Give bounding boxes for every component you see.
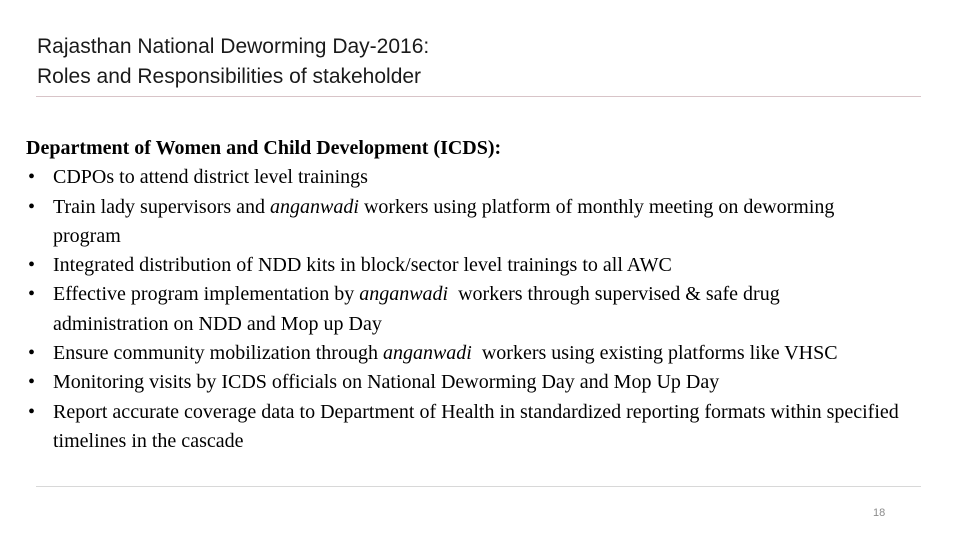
- bullet-dot-icon: •: [28, 342, 36, 365]
- bullet-text: Integrated distribution of NDD kits in block/sector level trainings to all AWC: [53, 254, 672, 277]
- slide-body: [26, 134, 906, 456]
- bullet-text: CDPOs to attend district level trainings: [53, 166, 368, 189]
- bullet-item: [26, 163, 906, 192]
- title-divider: [36, 96, 921, 97]
- page-number: 18: [873, 507, 886, 519]
- bullet-item: [26, 368, 906, 397]
- bullet-item: [26, 339, 906, 368]
- bullet-text-italic: anganwadi: [382, 342, 472, 365]
- bullet-text: Report accurate coverage data to Department of Health in standardized reporting formats within specified timelines in the cascade: [53, 400, 904, 452]
- bullet-dot-icon: •: [28, 400, 36, 423]
- bullet-text: workers using existing platforms like VHSC: [471, 342, 838, 365]
- bullet-dot-icon: •: [28, 254, 36, 277]
- bullet-item: [26, 251, 906, 280]
- slide-title: [37, 32, 429, 92]
- bullet-text: Effective program implementation by: [53, 283, 360, 306]
- bullet-item: [26, 280, 906, 339]
- bullet-dot-icon: •: [28, 371, 36, 394]
- bullet-text-italic: anganwadi: [270, 195, 359, 218]
- footer-divider: [36, 486, 921, 487]
- section-heading: Department of Women and Child Development (ICDS):: [26, 137, 502, 159]
- bullet-item: [26, 398, 906, 457]
- slide-title-line-2: Roles and Responsibilities of stakeholder: [37, 65, 422, 88]
- bullet-text: Ensure community mobilization through: [53, 342, 383, 365]
- bullet-text: Monitoring visits by ICDS officials on National Deworming Day and Mop Up Day: [53, 371, 720, 394]
- bullet-dot-icon: •: [28, 283, 36, 306]
- bullet-list: [26, 163, 906, 456]
- bullet-text: workers through supervised & safe drug administration on NDD and Mop up Day: [53, 283, 795, 335]
- bullet-text: Train lady supervisors and: [53, 195, 271, 218]
- bullet-dot-icon: •: [28, 195, 36, 218]
- bullet-text: workers using platform of monthly meeting on deworming program: [53, 195, 840, 247]
- bullet-dot-icon: •: [28, 166, 36, 189]
- bullet-text-italic: anganwadi: [359, 283, 449, 306]
- bullet-item: [26, 193, 906, 252]
- slide-title-line-1: Rajasthan National Deworming Day-2016:: [37, 35, 430, 58]
